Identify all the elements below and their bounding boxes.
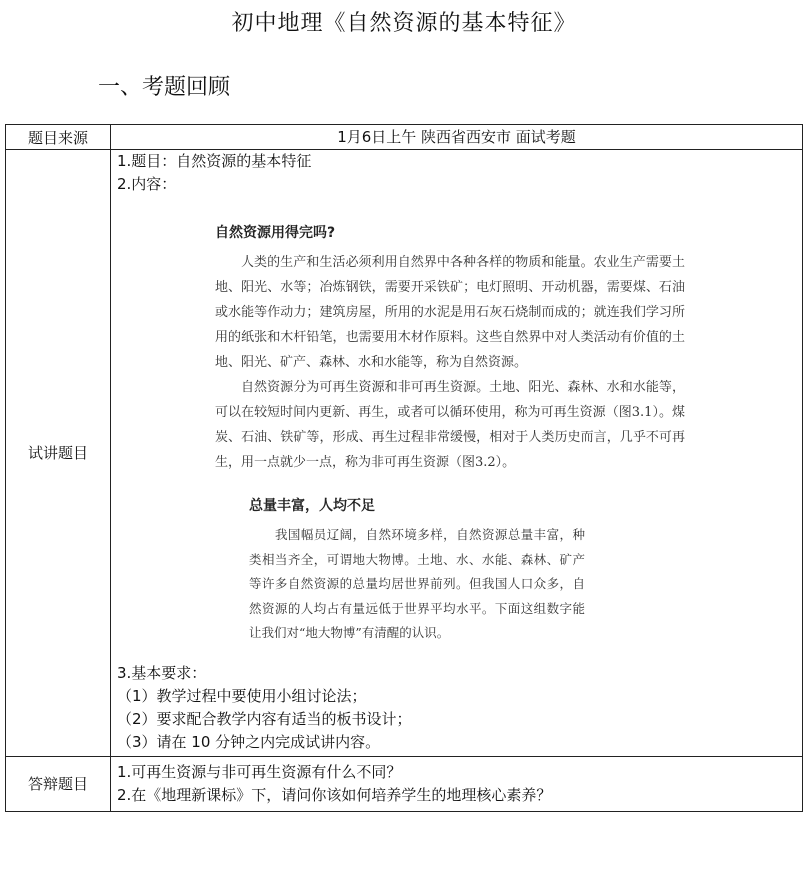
defense-question: 1.可再生资源与非可再生资源有什么不同？ xyxy=(117,762,402,781)
excerpt-paragraph-3: 我国幅员辽阔，自然环境多样，自然资源总量丰富，种类相当齐全，可谓地大物博。土地、水、水能、森林、矿产等许多自然资源的总量均居世界前列。但我国人口众多，自然资源的人均占有量远低于世界平均水平。下面这组数字能让我们对“地大物博”有清醒的认识。 xyxy=(249,527,585,640)
defense-question: 2.在《地理新课标》下，请问你该如何培养学生的地理核心素养？ xyxy=(117,785,552,804)
content-line: 2.内容： xyxy=(117,175,177,193)
lecture-row xyxy=(6,150,803,757)
defense-content xyxy=(111,756,803,811)
source-value: 1月6日上午 陕西省西安市 面试考题 xyxy=(111,125,803,150)
source-row xyxy=(6,125,803,150)
defense-row xyxy=(6,756,803,811)
source-label: 题目来源 xyxy=(6,125,111,150)
requirement-item: （1）教学过程中要使用小组讨论法； xyxy=(117,686,367,705)
exam-table xyxy=(5,124,803,812)
excerpt-paragraph-1: 人类的生产和生活必须利用自然界中各种各样的物质和能量。农业生产需要土地、阳光、水等；冶炼钢铁，需要开采铁矿；电灯照明、开动机器，需要煤、石油或水能等作动力；建筑房屋，所用的水泥是用石灰石烧制而成的；就连我们学习所用的纸张和木杆铅笔，也需要用木材作原料。这些自然界中对人类活动有价值的土地、阳光、矿产、森林、水和水能等，称为自然资源。 xyxy=(215,255,685,370)
requirement-item: （3）请在 10 分钟之内完成试讲内容。 xyxy=(117,732,381,751)
lecture-label: 试讲题目 xyxy=(6,150,111,757)
document-title: 初中地理《自然资源的基本特征》 xyxy=(231,11,577,36)
defense-label: 答辩题目 xyxy=(6,756,111,811)
textbook-excerpt xyxy=(215,222,685,475)
requirements-title: 3.基本要求： xyxy=(117,663,207,682)
lecture-content xyxy=(111,150,803,757)
requirement-item: （2）要求配合教学内容有适当的板书设计； xyxy=(117,709,412,728)
excerpt-heading-2: 总量丰富，人均不足 xyxy=(249,498,375,514)
excerpt-paragraph-2: 自然资源分为可再生资源和非可再生资源。土地、阳光、森林、水和水能等，可以在较短时间内更新、再生，或者可以循环使用，称为可再生资源（图3.1）。煤炭、石油、铁矿等，形成、再生过程非常缓慢，相对于人类历史而言，几乎不可再生，用一点就少一点，称为非可再生资源（图3.2）。 xyxy=(215,380,685,470)
section-heading: 一、考题回顾 xyxy=(98,75,231,100)
topic-line: 1.题目：自然资源的基本特征 xyxy=(117,152,312,170)
excerpt-heading-1: 自然资源用得完吗? xyxy=(215,225,336,241)
requirements-block xyxy=(111,662,802,756)
textbook-excerpt-2 xyxy=(249,495,585,646)
